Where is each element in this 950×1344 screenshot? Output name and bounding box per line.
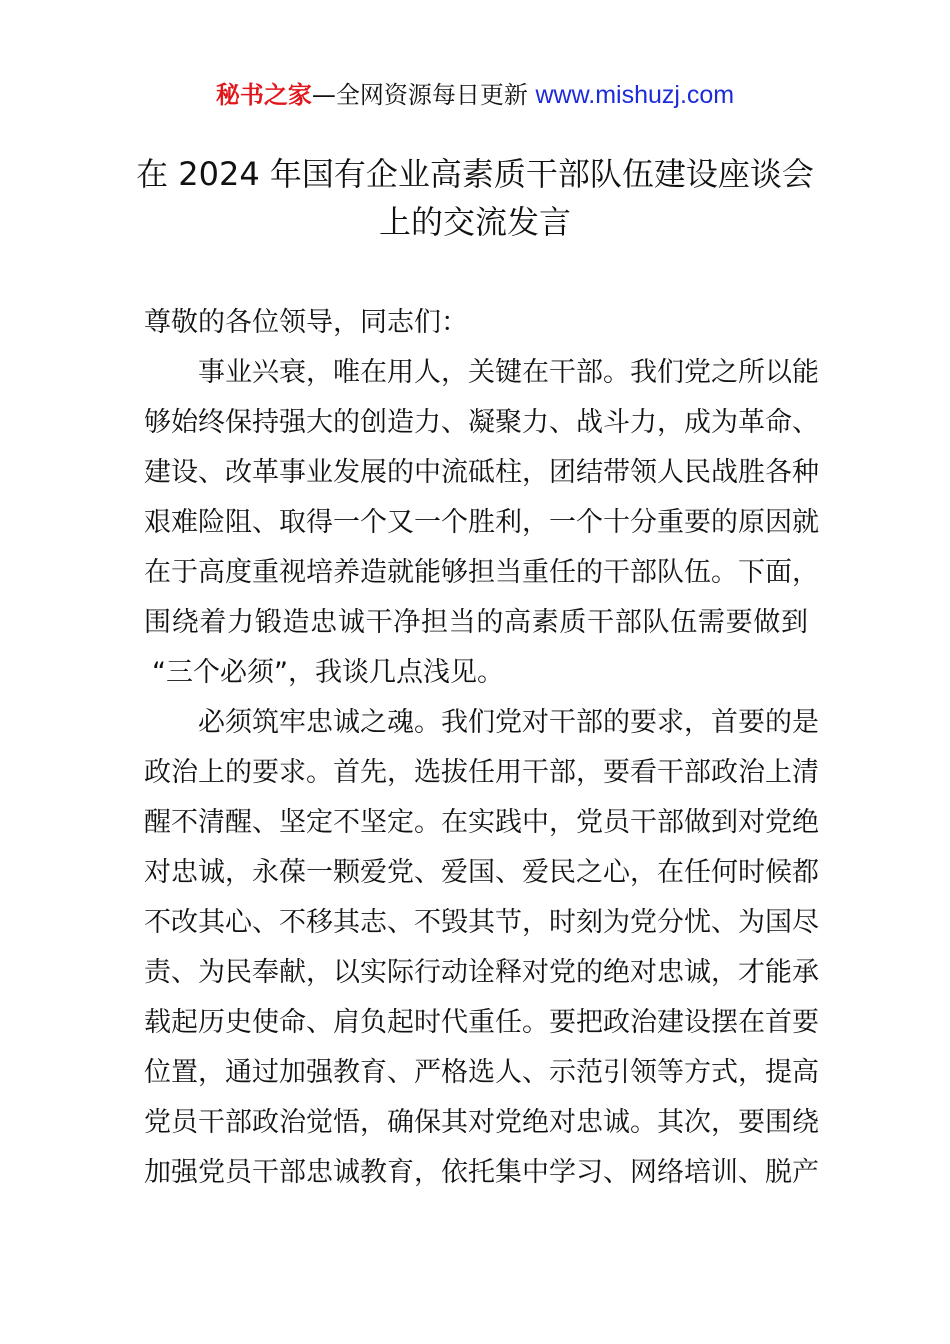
text-line: 事业兴衰，唯在用人，关键在干部。我们党之所以能 xyxy=(198,357,819,388)
text-line: 加强党员干部忠诚教育，依托集中学习、网络培训、脱产 xyxy=(144,1157,819,1188)
text-line: 围绕着力锻造忠诚干净担当的高素质干部队伍需要做到 xyxy=(144,607,808,638)
text-line: 政治上的要求。首先，选拔任用干部，要看干部政治上清 xyxy=(144,757,819,788)
text-line: 必须筑牢忠诚之魂。我们党对干部的要求，首要的是 xyxy=(198,707,819,738)
text-line: 责、为民奉献，以实际行动诠释对党的绝对忠诚，才能承 xyxy=(144,957,819,988)
text-line: 位置，通过加强教育、严格选人、示范引领等方式，提高 xyxy=(144,1057,819,1088)
text-line: 对忠诚，永葆一颗爱党、爱国、爱民之心，在任何时候都 xyxy=(144,857,819,888)
site-header xyxy=(0,78,950,112)
paragraph xyxy=(144,698,819,1198)
text-line: 载起历史使命、肩负起时代重任。要把政治建设摆在首要 xyxy=(144,1007,819,1038)
text-line: 不改其心、不移其志、不毁其节，时刻为党分忧、为国尽 xyxy=(144,907,819,938)
document-body xyxy=(144,298,819,1198)
text-line: 艰难险阻、取得一个又一个胜利，一个十分重要的原因就 xyxy=(144,507,819,538)
site-url-link[interactable]: www.mishuzj.com xyxy=(535,81,735,109)
text-line: 建设、改革事业发展的中流砥柱，团结带领人民战胜各种 xyxy=(144,457,819,488)
title-line: 上的交流发言 xyxy=(378,203,571,241)
document-title xyxy=(100,150,850,246)
text-line: 醒不清醒、坚定不坚定。在实践中，党员干部做到对党绝 xyxy=(144,807,819,838)
salutation: 尊敬的各位领导，同志们： xyxy=(144,307,468,338)
title-line: 在 2024 年国有企业高素质干部队伍建设座谈会 xyxy=(136,155,814,193)
text-line: 够始终保持强大的创造力、凝聚力、战斗力，成为革命、 xyxy=(144,407,819,438)
text-line: “三个必须”，我谈几点浅见。 xyxy=(152,657,504,688)
text-line: 在于高度重视培养造就能够担当重任的干部队伍。下面， xyxy=(144,557,819,588)
brand-name: 秘书之家 xyxy=(215,81,312,109)
header-tagline: —全网资源每日更新 xyxy=(311,81,528,109)
paragraph xyxy=(144,348,819,698)
text-line: 党员干部政治觉悟，确保其对党绝对忠诚。其次，要围绕 xyxy=(144,1107,819,1138)
